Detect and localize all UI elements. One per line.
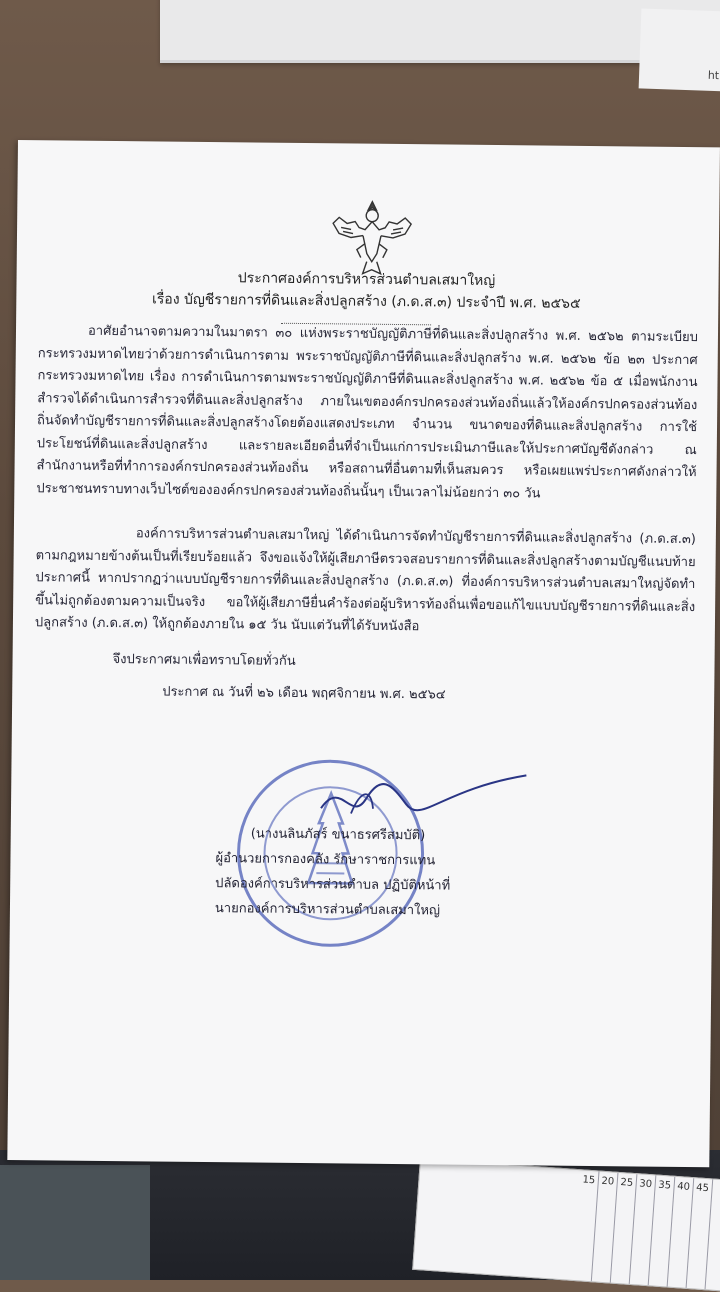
paragraph-announcement: องค์การบริหารส่วนตำบลเสมาใหญ่ ได้ดำเนินการจัดทำบัญชีรายการที่ดินและสิ่งปลูกสร้าง (ภ.ด.ส.๓) ตามกฎหมายข้างต้นเป็นที่เรียบร้อยแล้ว จึงขอแจ้งให้ผู้เสียภาษีตรวจสอบรายการที่ดินและสิ่งปลูกสร้างตามบัญชีแนบท้ายประกาศนี้ หากปรากฏว่าแบบบัญชีรายการที่ดินและสิ่งปลูกสร้าง (ภ.ด.ส.๓) ที่องค์การบริหารส่วนตำบลเสมาใหญ่จัดทำขึ้นไม่ถูกต้องตามความเป็นจริง ขอให้ผู้เสียภาษียื่นคำร้องต่อผู้บริหารท้องถิ่นเพื่อขอแก้ไขแบบบัญชีรายการที่ดินและสิ่งปลูกสร้าง (ภ.ด.ส.๓) ให้ถูกต้องภายใน ๑๕ วัน นับแต่วันที่ได้รับหนังสือ — [34, 526, 696, 635]
signatory-role-3: นายกองค์การบริหารส่วนตำบลเสมาใหญ่ — [214, 901, 441, 919]
document-header — [96, 266, 636, 316]
background-table-cell: 20 — [591, 1172, 619, 1292]
background-table-cell: 25 — [610, 1173, 638, 1292]
document-title: ประกาศองค์การบริหารส่วนตำบลเสมาใหญ่ — [237, 270, 496, 290]
document-subject: เรื่อง บัญชีรายการที่ดินและสิ่งปลูกสร้าง (ภ.ด.ส.๓) ประจำปี พ.ศ. ๒๕๖๕ — [151, 291, 581, 312]
signatory-role-2: ปลัดองค์การบริหารส่วนตำบล ปฏิบัติหน้าที่ — [215, 876, 451, 894]
background-table-cell: 35 — [648, 1176, 676, 1292]
signatory-role-1: ผู้อำนวยการกองคลัง รักษาราชการแทน — [215, 851, 436, 869]
paragraph-authority: อาศัยอำนาจตามความในมาตรา ๓๐ แห่งพระราชบัญญัติภาษีที่ดินและสิ่งปลูกสร้าง พ.ศ. ๒๕๖๒ ตามระเบียบกระทรวงมหาดไทยว่าด้วยการดำเนินการตาม พระราชบัญญัติภาษีที่ดินและสิ่งปลูกสร้าง พ.ศ. ๒๕๖๒ ข้อ ๒๓ ประกาศกระทรวงมหาดไทย เรื่อง การดำเนินการตามพระราชบัญญัติภาษีที่ดินและสิ่งปลูกสร้าง พ.ศ. ๒๕๖๒ ข้อ ๕ เมื่อพนักงานสำรวจได้ดำเนินการสำรวจที่ดินและสิ่งปลูกสร้าง ภายในเขตองค์กรปกครองส่วนท้องถิ่นแล้วให้องค์กรปกครองส่วนท้องถิ่นจัดทำบัญชีรายการที่ดินและสิ่งปลูกสร้างโดยต้องแสดงประเภท จำนวน ขนาดของที่ดินและสิ่งปลูกสร้าง การใช้ประโยชน์ที่ดินและสิ่งปลูกสร้าง และรายละเอียดอื่นที่จำเป็นแก่การประเมินภาษีและให้ประกาศบัญชีดังกล่าว ณ สำนักงานหรือที่ทำการองค์กรปกครองส่วนท้องถิ่น หรือสถานที่อื่นตามที่เห็นสมควร หรือเผยแพร่ประกาศดังกล่าวให้ประชาชนทราบทางเว็บไซต์ขององค์กรปกครองส่วนท้องถิ่นนั้นๆ เป็นเวลาไม่น้อยกว่า ๓๐ วัน — [36, 323, 699, 501]
paragraph-closing: จึงประกาศมาเพื่อทราบโดยทั่วกัน — [112, 652, 296, 669]
signature-scribble-icon — [311, 768, 532, 830]
background-table-cell: 15 — [572, 1170, 600, 1292]
background-paper-stack — [160, 0, 720, 63]
background-object — [0, 1165, 150, 1280]
background-table-cell: 30 — [629, 1174, 657, 1292]
background-paper-fragment-text: ht — [707, 68, 720, 83]
background-table-cell: 45 — [686, 1178, 714, 1292]
paragraph-date: ประกาศ ณ วันที่ ๒๖ เดือน พฤศจิกายน พ.ศ. ๒๕๖๔ — [162, 684, 446, 703]
background-table-sheet — [412, 1158, 720, 1292]
document-page — [7, 140, 720, 1167]
background-table-cell: 40 — [667, 1177, 695, 1292]
signatory-name: (นางนลินภัสร์ ขนาธรศรีสมบัติ) — [250, 826, 426, 844]
background-paper-corner — [639, 8, 720, 91]
